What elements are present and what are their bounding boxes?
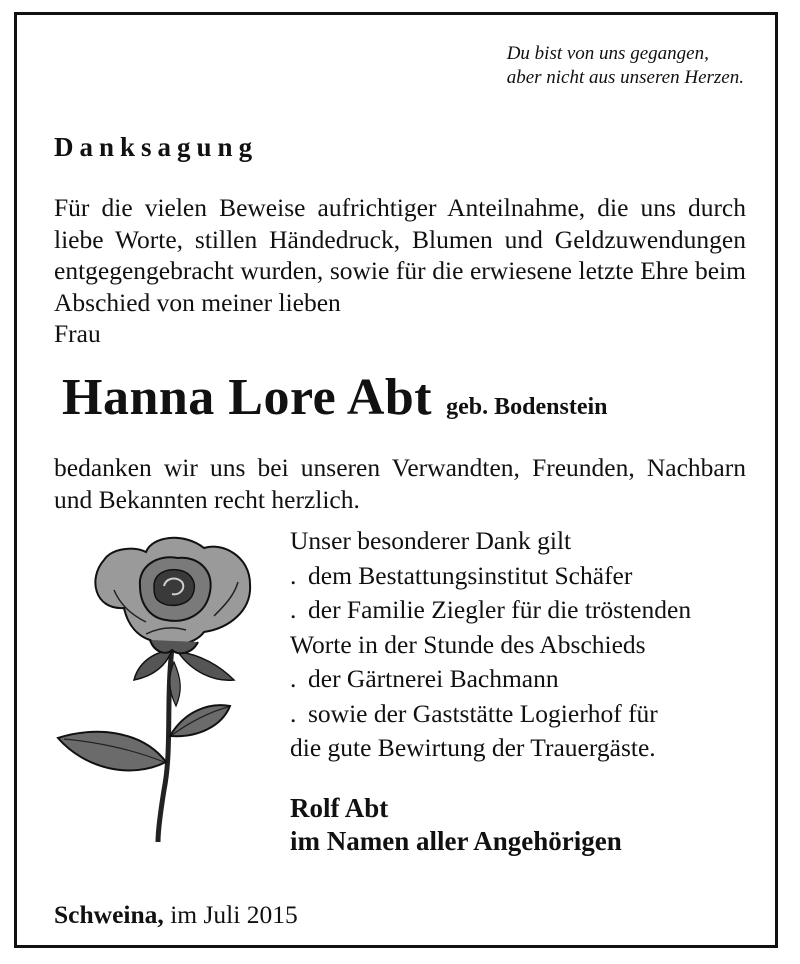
list-item <box>290 662 691 697</box>
rose-icon <box>54 530 264 850</box>
special-thanks-list <box>290 559 691 766</box>
bullet: . <box>290 595 297 624</box>
bullet: . <box>290 664 297 693</box>
list-item-line-1: sowie der Gaststätte Logierhof für <box>308 698 658 728</box>
special-thanks <box>290 524 691 766</box>
motto <box>507 42 744 90</box>
place-date <box>54 900 298 930</box>
special-thanks-intro: Unser besonderer Dank gilt <box>290 526 572 555</box>
intro-text: Für die vielen Beweise aufrichtiger Anteilnahme, die uns durch liebe Worte, stillen Händedruck, Blumen und Geldzuwendungen entgegengebracht wurden, sowie für die erwiesene letzte Ehre beim Abschied von meiner lieben <box>54 193 746 317</box>
place-town: Schweina, <box>54 900 164 929</box>
list-item-line-2: die gute Bewirtung der Trauergäste. <box>290 733 656 762</box>
list-item-line-1: der Gärtnerei Bachmann <box>308 664 559 693</box>
motto-line-2: aber nicht aus unseren Herzen. <box>506 67 744 88</box>
list-item-line-1: der Familie Ziegler für die tröstenden <box>308 595 692 624</box>
maiden-name: geb. Bodenstein <box>446 394 608 420</box>
deceased-name-line <box>62 368 607 427</box>
signature <box>290 792 622 858</box>
list-item-line-1: dem Bestattungsinstitut Schäfer <box>308 560 633 590</box>
intro-paragraph <box>54 192 746 350</box>
heading: Danksagung <box>54 132 259 162</box>
bullet: . <box>290 698 297 728</box>
signature-subtitle: im Namen aller Angehörigen <box>290 826 622 856</box>
intro-last-word: Frau <box>54 319 101 348</box>
signature-name: Rolf Abt <box>290 793 389 823</box>
motto-line-1: Du bist von uns gegangen, <box>506 43 709 64</box>
list-item-line-2: Worte in der Stunde des Abschieds <box>290 629 646 659</box>
bullet: . <box>290 560 297 590</box>
list-item <box>290 697 691 766</box>
deceased-name: Hanna Lore Abt <box>62 369 433 426</box>
list-item <box>290 559 691 594</box>
list-item <box>290 593 691 662</box>
thanks-paragraph: bedanken wir uns bei unseren Verwandten, Freunden, Nachbarn und Bekannten recht herzlich. <box>54 453 746 514</box>
place-date-text: im Juli 2015 <box>170 900 298 929</box>
